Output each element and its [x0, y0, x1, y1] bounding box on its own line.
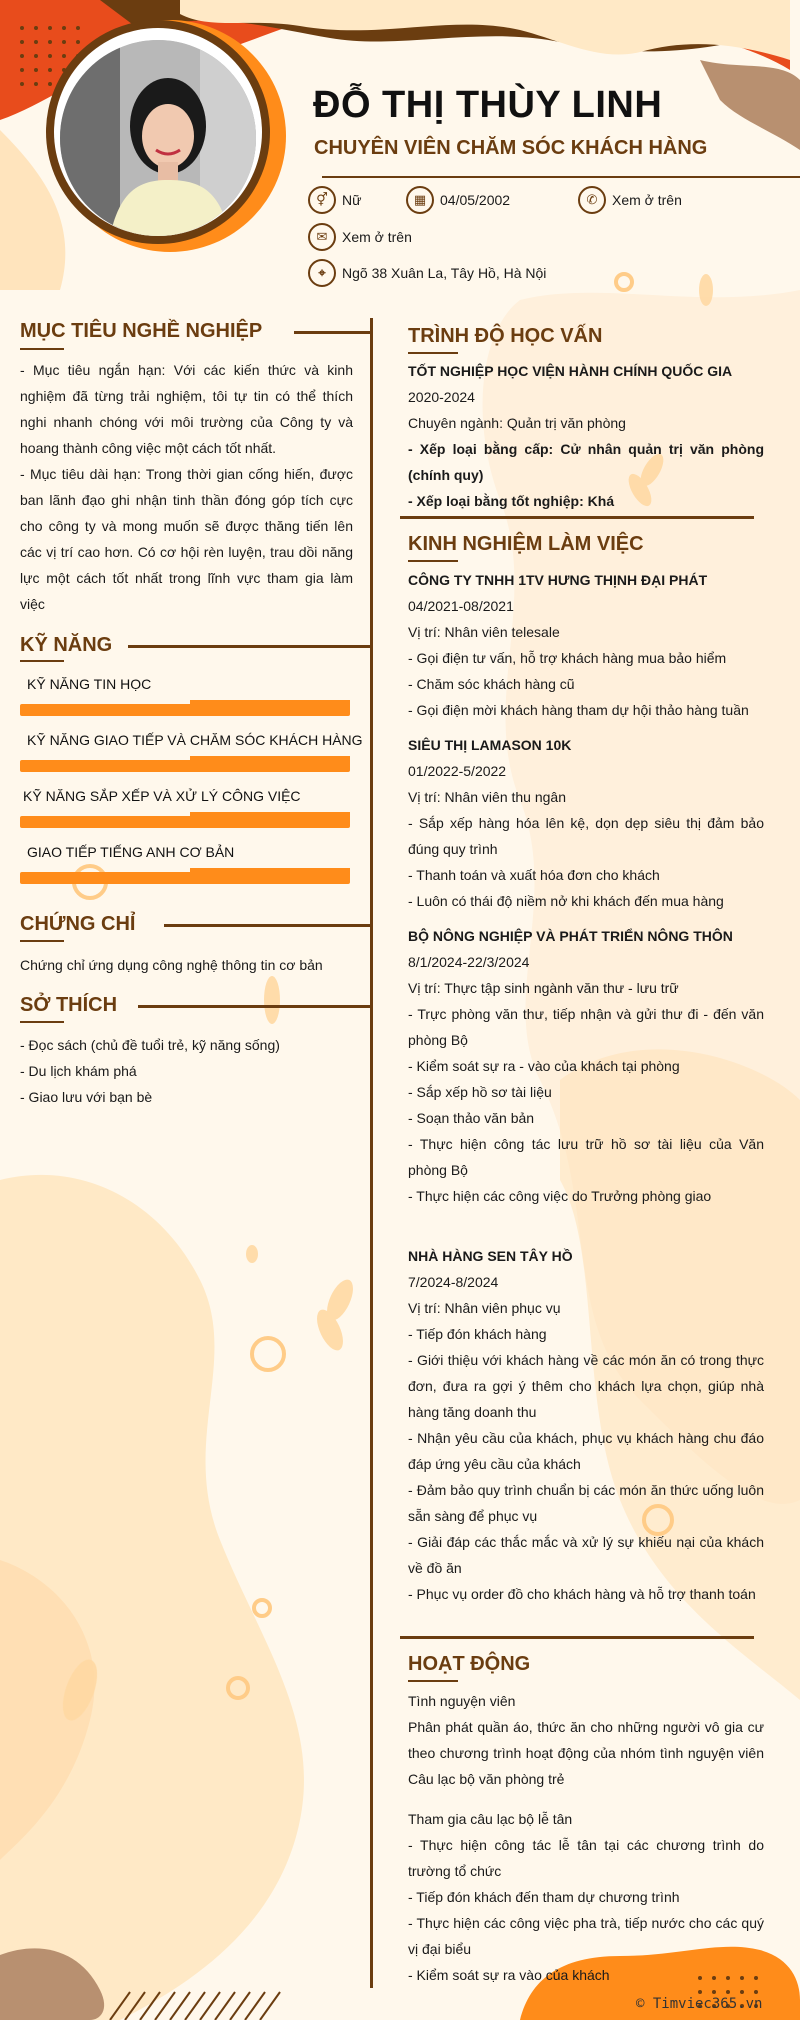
- phone-item: [578, 186, 682, 214]
- activity-line: - Thực hiện các công việc pha trà, tiếp nước cho các quý vị đại biểu: [408, 1915, 764, 1957]
- experience-underline: [408, 560, 458, 562]
- job-entry: [408, 1243, 764, 1607]
- experience-heading: KINH NGHIỆM LÀM VIỆC: [408, 533, 644, 555]
- certificates-heading: CHỨNG CHỈ: [20, 913, 136, 935]
- job-company: BỘ NÔNG NGHIỆP VÀ PHÁT TRIỂN NÔNG THÔN: [408, 928, 733, 944]
- job-line: - Phục vụ order đồ cho khách hàng và hỗ trợ thanh toán: [408, 1586, 756, 1602]
- job-line: - Chăm sóc khách hàng cũ: [408, 676, 575, 692]
- job-period: 04/2021-08/2021: [408, 598, 514, 614]
- education-period: 2020-2024: [408, 389, 475, 405]
- job-entry: [408, 567, 764, 723]
- objective-short-term: - Mục tiêu ngắn hạn: Với các kiến thức và kinh nghiệm đã từng trải nghiệm, tôi tự tin có thể thích nghi nhanh chóng với môi trường của Công ty và hoang thành công việc một cách tốt nhất.: [20, 362, 353, 456]
- job-line: - Gọi điện mời khách hàng tham dự hội thảo hàng tuần: [408, 702, 749, 718]
- candidate-title: CHUYÊN VIÊN CHĂM SÓC KHÁCH HÀNG: [314, 137, 708, 159]
- avatar: [60, 40, 256, 236]
- skill-bar: [20, 760, 350, 772]
- hobby-list: [20, 1032, 353, 1110]
- education-grade: - Xếp loại bằng tốt nghiệp: Khá: [408, 493, 615, 509]
- activity-line: - Thực hiện công tác lễ tân tại các chương trình do trường tổ chức: [408, 1837, 764, 1879]
- job-line: - Soạn thảo văn bản: [408, 1110, 535, 1126]
- job-line: Vị trí: Nhân viên thu ngân: [408, 789, 566, 805]
- skills-rule: [128, 645, 370, 648]
- job-line: Vị trí: Nhân viên telesale: [408, 624, 560, 640]
- hobby-item: - Du lịch khám phá: [20, 1063, 137, 1079]
- job-line: - Đảm bảo quy trình chuẩn bị các món ăn thức uống luôn sẵn sàng để phục vụ: [408, 1482, 764, 1524]
- dob-value: 04/05/2002: [440, 192, 511, 208]
- hobbies-heading: SỞ THÍCH: [20, 994, 118, 1016]
- activity-group: [408, 1806, 764, 1988]
- job-period: 8/1/2024-22/3/2024: [408, 954, 530, 970]
- hobby-item: - Đọc sách (chủ đề tuổi trẻ, kỹ năng sống): [20, 1037, 280, 1053]
- gender-value: Nữ: [342, 192, 362, 208]
- candidate-name: ĐỖ THỊ THÙY LINH: [313, 84, 663, 126]
- job-line: - Trực phòng văn thư, tiếp nhận và gửi thư đi - đến văn phòng Bộ: [408, 1006, 764, 1048]
- skill-label: KỸ NĂNG SẮP XẾP VÀ XỬ LÝ CÔNG VIỆC: [23, 788, 301, 804]
- hobbies-underline: [20, 1021, 64, 1023]
- education-school: TỐT NGHIỆP HỌC VIỆN HÀNH CHÍNH QUỐC GIA: [408, 363, 733, 379]
- header-divider: [322, 176, 800, 178]
- job-line: - Gọi điện tư vấn, hỗ trợ khách hàng mua bảo hiểm: [408, 650, 727, 666]
- gender-icon: ⚥: [308, 186, 336, 214]
- email-value: Xem ở trên: [342, 229, 412, 245]
- certificate-item: Chứng chỉ ứng dụng công nghệ thông tin cơ bản: [20, 957, 323, 973]
- job-line: - Thực hiện các công việc do Trưởng phòng giao: [408, 1188, 712, 1204]
- activity-line: Tham gia câu lạc bộ lễ tân: [408, 1811, 573, 1827]
- activities-underline: [408, 1680, 458, 1682]
- skill-bar: [20, 704, 350, 716]
- job-company: SIÊU THỊ LAMASON 10K: [408, 737, 572, 753]
- education-heading: TRÌNH ĐỘ HỌC VẤN: [408, 325, 603, 347]
- address-value: Ngõ 38 Xuân La, Tây Hồ, Hà Nội: [342, 265, 547, 281]
- activity-group: [408, 1688, 764, 1792]
- experience-rule: [400, 1636, 754, 1639]
- job-line: - Sắp xếp hàng hóa lên kệ, dọn dẹp siêu thị đảm bảo đúng quy trình: [408, 815, 764, 857]
- job-line: - Thanh toán và xuất hóa đơn cho khách: [408, 867, 660, 883]
- calendar-icon: ▦: [406, 186, 434, 214]
- column-divider: [370, 318, 373, 1988]
- job-company: CÔNG TY TNHH 1TV HƯNG THỊNH ĐẠI PHÁT: [408, 572, 708, 588]
- education-underline: [408, 352, 458, 354]
- job-line: - Tiếp đón khách hàng: [408, 1326, 547, 1342]
- hobbies-rule: [138, 1005, 370, 1008]
- objective-underline: [20, 348, 64, 350]
- job-line: - Giới thiệu với khách hàng về các món ăn có trong thực đơn, đưa ra gợi ý thêm cho khách lựa chọn, giúp nhà hàng tăng doanh thu: [408, 1352, 764, 1420]
- phone-value: Xem ở trên: [612, 192, 682, 208]
- education-major: Chuyên ngành: Quản trị văn phòng: [408, 415, 626, 431]
- footer-brand: © Timviec365.vn: [636, 1996, 763, 2012]
- skill-label: GIAO TIẾP TIẾNG ANH CƠ BẢN: [27, 844, 235, 860]
- skills-heading: KỸ NĂNG: [20, 634, 113, 656]
- objective-heading: MỤC TIÊU NGHỀ NGHIỆP: [20, 320, 263, 342]
- certificates-rule: [164, 924, 370, 927]
- activity-line: Phân phát quần áo, thức ăn cho những người vô gia cư theo chương trình hoạt động của nhóm tình nguyện viên Câu lạc bộ văn phòng trẻ: [408, 1719, 764, 1787]
- location-icon: ⌖: [308, 259, 336, 287]
- phone-icon: ✆: [578, 186, 606, 214]
- job-line: - Nhận yêu cầu của khách, phục vụ khách hàng chu đáo đáp ứng yêu cầu của khách: [408, 1430, 764, 1472]
- hobby-item: - Giao lưu với bạn bè: [20, 1089, 153, 1105]
- address-item: [308, 259, 546, 287]
- objective-rule: [294, 331, 370, 334]
- job-line: Vị trí: Nhân viên phục vụ: [408, 1300, 561, 1316]
- skills-underline: [20, 660, 64, 662]
- education-details: [408, 358, 764, 514]
- skill-bar: [20, 816, 350, 828]
- activity-line: - Kiểm soát sự ra vào của khách: [408, 1967, 610, 1983]
- job-line: - Luôn có thái độ niềm nở khi khách đến mua hàng: [408, 893, 724, 909]
- objective-long-term: - Mục tiêu dài hạn: Trong thời gian cống hiến, được ban lãnh đạo ghi nhận tinh thần đóng góp tích cực cho công ty và mong muốn sẽ được thăng tiến lên các vị trí cao hơn. Có cơ hội rèn luyện, trau dồi năng lực một cách tốt nhất trong lĩnh vực tham gia làm việc: [20, 466, 353, 612]
- activity-line: Tình nguyện viên: [408, 1693, 516, 1709]
- job-period: 7/2024-8/2024: [408, 1274, 499, 1290]
- job-entry: [408, 732, 764, 914]
- job-company: NHÀ HÀNG SEN TÂY HỒ: [408, 1248, 573, 1264]
- job-line: - Thực hiện công tác lưu trữ hồ sơ tài liệu của Văn phòng Bộ: [408, 1136, 764, 1178]
- certificates-underline: [20, 940, 64, 942]
- email-item: [308, 223, 412, 251]
- job-period: 01/2022-5/2022: [408, 763, 507, 779]
- job-line: - Kiểm soát sự ra - vào của khách tại phòng: [408, 1058, 680, 1074]
- education-degree: - Xếp loại bằng cấp: Cử nhân quản trị văn phòng (chính quy): [408, 441, 764, 483]
- certificate-list: [20, 952, 353, 978]
- skill-bar: [20, 872, 350, 884]
- job-line: Vị trí: Thực tập sinh ngành văn thư - lưu trữ: [408, 980, 679, 996]
- job-line: - Giải đáp các thắc mắc và xử lý sự khiếu nại của khách về đồ ăn: [408, 1534, 764, 1576]
- dob-item: [406, 186, 510, 214]
- education-rule: [400, 516, 754, 519]
- job-line: - Sắp xếp hồ sơ tài liệu: [408, 1084, 552, 1100]
- skill-label: KỸ NĂNG TIN HỌC: [27, 676, 152, 692]
- activities-heading: HOẠT ĐỘNG: [408, 1653, 531, 1675]
- gender-item: [308, 186, 361, 214]
- activity-line: - Tiếp đón khách đến tham dự chương trình: [408, 1889, 680, 1905]
- email-icon: ✉: [308, 223, 336, 251]
- job-entry: [408, 923, 764, 1209]
- skill-label: KỸ NĂNG GIAO TIẾP VÀ CHĂM SÓC KHÁCH HÀNG: [27, 732, 363, 748]
